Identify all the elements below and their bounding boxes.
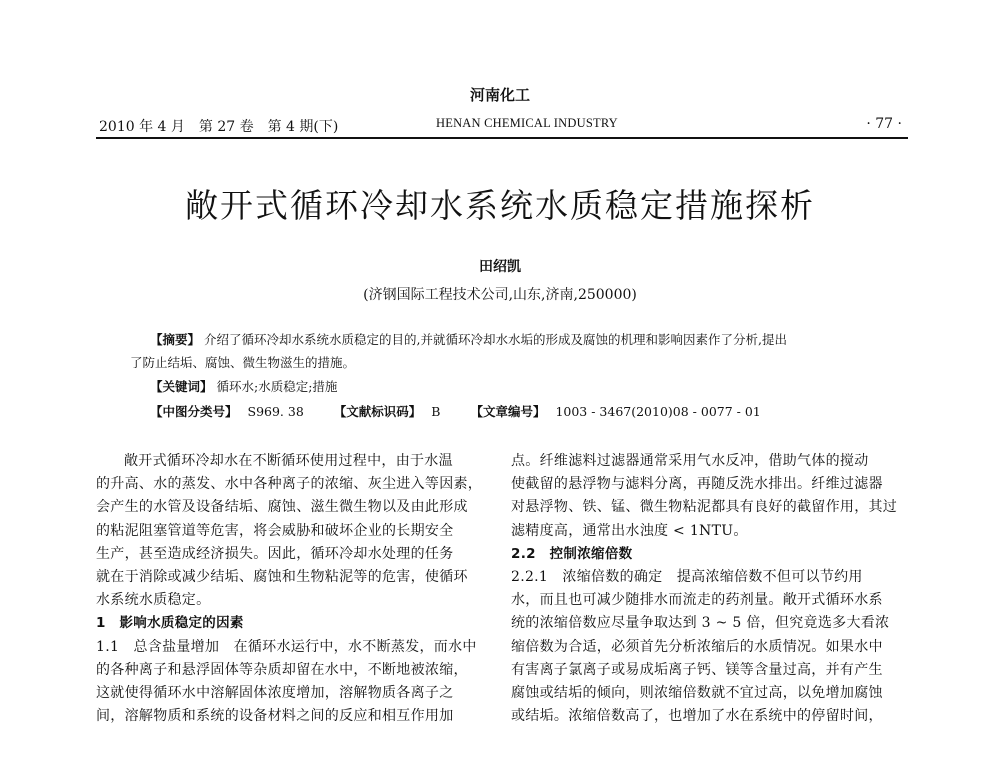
article-number-label: 【文章编号】 [470, 404, 546, 419]
abstract-label: 【摘要】 [150, 332, 201, 347]
right-column [511, 450, 909, 728]
subsection-heading: 2.2 控制浓缩倍数 [511, 545, 633, 562]
keywords-line [150, 377, 337, 395]
header-rule [96, 137, 908, 139]
author-affiliation: (济钢国际工程技术公司,山东,济南,250000) [363, 287, 637, 303]
body-line: 的各种离子和悬浮固体等杂质却留在水中，不断地被浓缩， [96, 661, 468, 678]
body-line: 对悬浮物、铁、锰、微生物粘泥都具有良好的截留作用，其过 [511, 499, 898, 516]
body-line: 统的浓缩倍数应尽量争取达到 3 ~ 5 倍，但究竟选多大看浓 [511, 615, 890, 632]
body-line: 就在于消除或减少结垢、腐蚀和生物粘泥等的危害，使循环 [96, 569, 468, 586]
abstract-text-2: 了防止结垢、腐蚀、微生物滋生的措施。 [130, 355, 356, 370]
abstract-text-1: 介绍了循环冷却水系统水质稳定的目的,并就循环冷却水水垢的形成及腐蚀的机理和影响因素作了分析,提出 [204, 332, 787, 347]
body-line: 或结垢。浓缩倍数高了，也增加了水在系统中的停留时间， [511, 708, 883, 725]
author-name: 田绍凯 [479, 259, 521, 275]
article-number-value: 1003 - 3467(2010)08 - 0077 - 01 [555, 404, 761, 419]
body-line: 的粘泥阻塞管道等危害，将会威胁和破坏企业的长期安全 [96, 522, 454, 539]
journal-name-english: HENAN CHEMICAL INDUSTRY [436, 116, 618, 130]
clc-value: S969. 38 [247, 404, 304, 419]
body-line: 敞开式循环冷却水在不断循环使用过程中，由于水温 [124, 453, 453, 469]
body-line: 点。纤维滤料过滤器通常采用气水反冲，借助气体的搅动 [511, 453, 869, 469]
section-heading: 1 影响水质稳定的因素 [96, 615, 244, 632]
keywords-label: 【关键词】 [150, 379, 213, 394]
journal-name: 河南化工 [469, 86, 530, 104]
body-line: 这就使得循环水中溶解固体浓度增加，溶解物质各离子之 [96, 685, 454, 702]
body-line: 腐蚀或结垢的倾向，则浓缩倍数就不宜过高，以免增加腐蚀 [511, 685, 883, 702]
body-line: 滤精度高，通常出水浊度 < 1NTU。 [511, 522, 748, 539]
page-number: · 77 · [866, 116, 902, 132]
body-line: 会产生的水管及设备结垢、腐蚀、滋生微生物以及由此形成 [96, 499, 468, 516]
doc-code-value: B [431, 404, 441, 419]
abstract-line-2 [130, 353, 355, 371]
body-line: 使截留的悬浮物与滤料分离，再随反洗水排出。纤维过滤器 [511, 476, 883, 493]
body-line: 生产，甚至造成经济损失。因此，循环冷却水处理的任务 [96, 545, 454, 562]
left-column [96, 450, 494, 728]
issue-info: 2010 年 4 月 第 27 卷 第 4 期(下) [99, 119, 339, 135]
body-line: 1.1 总含盐量增加 在循环水运行中，水不断蒸发，而水中 [96, 638, 477, 655]
abstract-line-1 [150, 330, 787, 348]
classification-line [150, 402, 761, 420]
body-line: 水系统水质稳定。 [96, 592, 211, 609]
body-line: 水，而且也可减少随排水而流走的药剂量。敞开式循环水系 [511, 592, 883, 609]
body-line: 有害离子氯离子或易成垢离子钙、镁等含量过高，并有产生 [511, 661, 883, 678]
clc-label: 【中图分类号】 [150, 404, 238, 419]
doc-code-label: 【文献标识码】 [333, 404, 422, 419]
keywords-value: 循环水;水质稳定;措施 [216, 379, 338, 394]
body-line: 2.2.1 浓缩倍数的确定 提高浓缩倍数不但可以节约用 [511, 569, 863, 586]
article-title: 敞开式循环冷却水系统水质稳定措施探析 [185, 186, 815, 225]
body-line: 的升高、水的蒸发、水中各种离子的浓缩、灰尘进入等因素， [96, 476, 483, 493]
body-line: 缩倍数为合适，必须首先分析浓缩后的水质情况。如果水中 [511, 638, 883, 655]
body-line: 间，溶解物质和系统的设备材料之间的反应和相互作用加 [96, 708, 454, 725]
